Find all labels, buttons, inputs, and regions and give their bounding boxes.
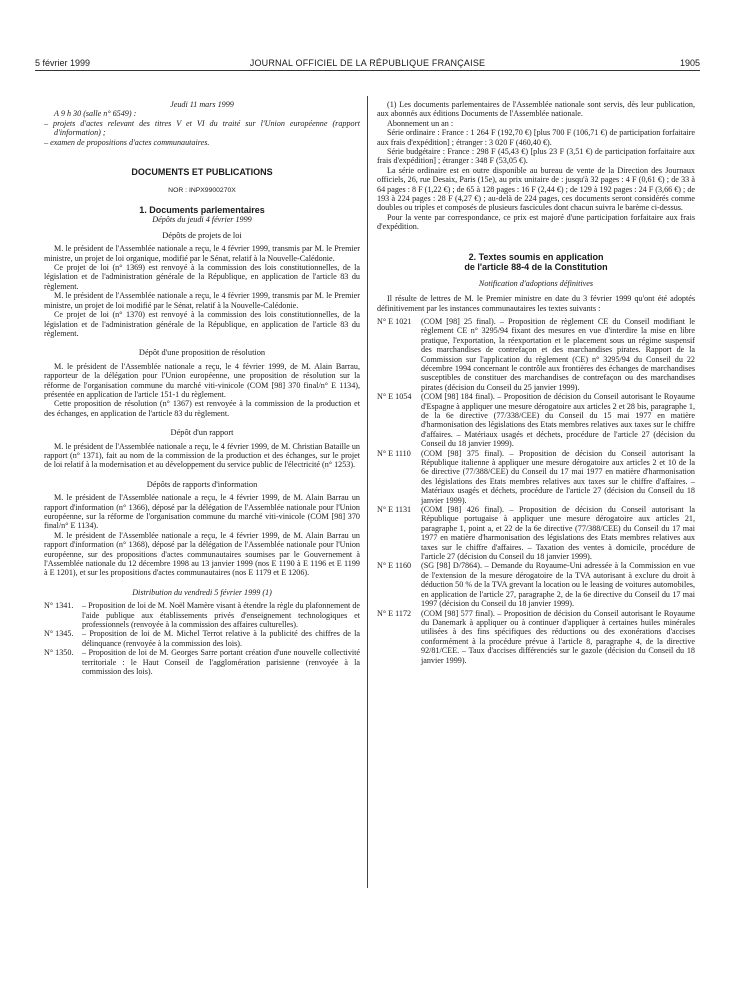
item-number: N° E 1131 [377,505,412,515]
item-number: N° E 1054 [377,392,412,402]
paragraph: M. le président de l'Assemblée nationale a reçu, le 4 février 1999, transmis par M. le Premier ministre, un projet de loi organique, modifié par le Sénat, relatif à la Nouvelle-Calédonie. [44,244,360,263]
info-heading: Dépôts de rapports d'information [146,479,258,489]
item-number: N° 1345. [44,629,74,639]
vente-info: La série ordinaire est en outre disponible au bureau de vente de la Direction des Journaux officiels, 26, rue Desaix, Paris (15e), au prix unitaire de : jusqu'à 32 pages : 4 F (0,61 €) ; de 33 à 64 pages : 8 F (1,22 €) ; de 65 à 128 pages : 16 F (2,44 €) ; de 129 à 192 pages : 24 F (3,66 €) ; de 193 à 224 pages : 28 F (4,27 €) ; au-delà de 224 pages, ces documents seront considérés comme doubles ou triples et composés de plusieurs fascicules dont chacun suivra le barème ci-dessus. [377,165,695,213]
serie-budgetaire: Série budgétaire : France : 298 F (45,43 €) [plus 23 F (3,51 €) de participation forfaitaire aux frais d'expédition] ; étranger : 348 F (53,05 €). [377,147,695,166]
adopted-text-item [377,505,695,561]
nor-reference: NOR : INPX9900270X [168,186,236,194]
item-text: (COM [98] 25 final). – Proposition de règlement CE du Conseil modifiant le règlement CE n° 3295/94 fixant des mesures en vue d'interdire la mise en libre pratique, l'exportation, la réexportation et le placement sous un régime suspensif des marchandises de contrefaçon et des marchandises pirates. Rapport de la Commission sur l'application du règlement (CE) n° 3295/94 du Conseil du 22 décembre 1994 concernant le contrôle aux frontières des échanges de marchandises susceptibles de constituer des marchandises de contrefaçon ou des marchandises pirates (décision du Conseil du 25 janvier 1999). [421,316,695,392]
item-number: N° 1350. [44,648,74,658]
agenda-date: Jeudi 11 mars 1999 [170,100,234,109]
item-text: – Proposition de loi de M. Noël Mamère visant à étendre la règle du plafonnement de l'aide publique aux établissements privés d'enseignement technologiques et professionnels (renvoyée à la commission des affaires culturelles). [82,601,360,630]
notification-heading: Notification d'adoptions définitives [478,278,594,288]
paragraph: Ce projet de loi (n° 1369) est renvoyé à la commission des lois constitutionnelles, de la législation et de l'administration générale de la République, en application de l'article 83 du règlement. [44,263,360,291]
item-text: – Proposition de loi de M. Michel Terrot relative à la publicité des chiffres de la délinquance (renvoyée à la commission des lois). [82,629,360,648]
right-column [377,100,695,665]
section2-title: 2. Textes soumis en application [468,251,604,262]
adopted-text-item [377,609,695,665]
item-number: N° E 1172 [377,608,412,618]
agenda-item: – projets d'actes relevant des titres V et VI du traité sur l'Union européenne (rapport d'information) ; [44,118,360,138]
paragraph: M. le président de l'Assemblée nationale a reçu, le 4 février 1999, de M. Christian Bataille un rapport (n° 1371), fait au nom de la commission de la production et des échanges, sur le projet de loi relatif à la modernisation et au développement du service public de l'électricité (n° 1253). [44,441,360,470]
column-divider [367,96,368,888]
paragraph: Ce projet de loi (n° 1370) est renvoyé à la commission des lois constitutionnelles, de la législation et de l'administration générale de la République, en application de l'article 83 du règlement. [44,310,360,338]
distribution-item [44,601,360,629]
adopted-text-item [377,392,695,448]
item-text: (COM [98] 426 final). – Proposition de décision du Conseil autorisant la République portugaise à appliquer une mesure dérogatoire aux articles 21, paragraphe 1, point a, et 22 de la 6e directive (77/388/CEE) du Conseil du 17 mai 1977 en matière d'harmonisation des législations des Etats membres relatives aux taxes sur le chiffre d'affaires. – Taxation des ventes à domicile, procédure de l'article 27 (décision du Conseil du 18 janvier 1999). [421,505,695,562]
correspondance-info: Pour la vente par correspondance, ce prix est majoré d'une participation forfaitaire aux frais d'expédition. [377,212,695,232]
rapport-heading: Dépôt d'un rapport [170,428,234,438]
distribution-heading: Distribution du vendredi 5 février 1999 (1) [132,587,272,597]
paragraph: Cette proposition de résolution (n° 1367) est renvoyée à la commission de la production et des échanges, en application de l'article 83 du règlement. [44,399,360,418]
item-number: N° 1341. [44,601,74,611]
section1-title: 1. Documents parlementaires [139,204,265,215]
adopted-text-item [377,449,695,505]
item-number: N° E 1160 [377,561,412,571]
item-text: (SG [98] D/7864). – Demande du Royaume-Uni adressée à la Commission en vue de l'extension de la mesure dérogatoire de la TVA autorisant à exclure du droit à déduction 50 % de la TVA grevant la location ou le leasing de voitures automobiles, en application de l'article 27, paragraphe 2, de la 6e directive du Conseil du 17 mai 1997 (décision du Conseil du 18 janvier 1999). [421,561,695,609]
page-number: 1905 [679,58,700,68]
serie-ordinaire: Série ordinaire : France : 1 264 F (192,70 €) [plus 700 F (106,71 €) de participation forfaitaire aux frais d'expédition] ; étranger : 3 020 F (460,40 €). [377,128,695,147]
header-rule [35,70,700,71]
paragraph: M. le président de l'Assemblée nationale a reçu, le 4 février 1999, transmis par M. le Premier ministre, un projet de loi modifié par le Sénat, relatif à la Nouvelle-Calédonie. [44,291,360,310]
adopted-text-item [377,317,695,392]
section2-subtitle: de l'article 88-4 de la Constitution [464,262,608,273]
depots-date: Dépôts du jeudi 4 février 1999 [152,215,252,225]
item-number: N° E 1021 [377,316,412,326]
paragraph: M. le président de l'Assemblée nationale a reçu, le 4 février 1999, de M. Alain Barrau un rapport d'information (n° 1368), déposé par la délégation de l'Assemblée nationale pour l'Union européenne, sur des propositions d'actes communautaires soumises par le Gouvernement à l'Assemblée nationale du 12 décembre 1998 au 13 janvier 1999 (nos E 1190 à E 1196 et E 1199 à E 1201), et sur les propositions d'actes communautaires (nos E 1179 et E 1206). [44,530,360,578]
resolution-heading: Dépôt d'une proposition de résolution [138,348,266,358]
paragraph: M. le président de l'Assemblée nationale a reçu, le 4 février 1999, de M. Alain Barrau, rapporteur de la délégation pour l'Union européenne, une proposition de résolution sur la réforme de l'organisation commune du marché viti-vinicole (COM [98] 370 final/n° E 1134), présentée en application de l'article 151-1 du règlement. [44,361,360,399]
paragraph: M. le président de l'Assemblée nationale a reçu, le 4 février 1999, de M. Alain Barrau un rapport d'information (n° 1366), déposé par la délégation de l'Assemblée nationale pour l'Union européenne, sur la réforme de l'organisation commune du marché viti-vinicole (COM [98] 370 final/n° E 1134). [44,493,360,531]
documents-publications-title: DOCUMENTS ET PUBLICATIONS [131,167,273,178]
item-text: – Proposition de loi de M. Georges Sarre portant création d'une nouvelle collectivité territoriale : le Haut Conseil de l'agglomération parisienne (renvoyée à la commission des lois). [82,648,360,677]
projets-heading: Dépôts de projets de loi [162,230,242,240]
agenda-item: – examen de propositions d'actes communautaires. [44,137,210,147]
adopted-text-item [377,561,695,608]
journal-title: JOURNAL OFFICIEL DE LA RÉPUBLIQUE FRANÇAISE [249,58,486,68]
header-date: 5 février 1999 [35,58,91,68]
abonnement: Abonnement un an : [387,118,454,128]
intro-paragraph: Il résulte de lettres de M. le Premier ministre en date du 3 février 1999 qu'ont été adoptés définitivement par les instances communautaires les textes suivants : [377,294,695,313]
item-text: (COM [98] 375 final). – Proposition de décision du Conseil autorisant la République italienne à appliquer une mesure dérogatoire aux articles 2 et 10 de la 6e directive (77/388/CEE) du Conseil du 17 mai 1977 en matière d'harmonisation des législations des Etats membres relatives aux taxes sur le chiffre d'affaires. – Matériaux usagés et déchets, procédure de l'article 27 (décision du Conseil du 18 janvier 1999). [421,448,695,505]
distribution-item [44,629,360,648]
item-number: N° E 1110 [377,448,411,458]
item-text: (COM [98] 184 final). – Proposition de décision du Conseil autorisant le Royaume d'Espagne à appliquer une mesure dérogatoire aux articles 2 et 28 bis, paragraphe 1, de la 6e directive (77/338/CEE) du Conseil du 15 mai 1977 en matière d'harmonisation des législations des Etats membres relatives aux taxes sur le chiffre d'affaires. – Matériaux usagés et déchets, procédure de l'article 27 (décision du Conseil du 18 janvier 1999). [421,392,695,449]
item-text: (COM [98] 577 final). – Proposition de décision du Conseil autorisant le Royaume du Danemark à appliquer ou à continuer d'appliquer à certaines huiles minérales utilisées à des fins spécifiques des réductions ou des exonérations d'accises conformément à la procédure prévue à l'article 8, paragraphe 4, de la directive 92/81/CEE. – Taux d'accises différenciés sur le gazole (décision du Conseil du 18 janvier 1999). [421,608,695,665]
agenda-time: A 9 h 30 (salle n° 6549) : [54,109,137,119]
distribution-item [44,648,360,676]
footnote: (1) Les documents parlementaires de l'Assemblée nationale sont servis, dès leur publication, aux abonnés aux éditions Documents de l'Assemblée nationale. [377,100,695,119]
left-column [44,100,360,677]
